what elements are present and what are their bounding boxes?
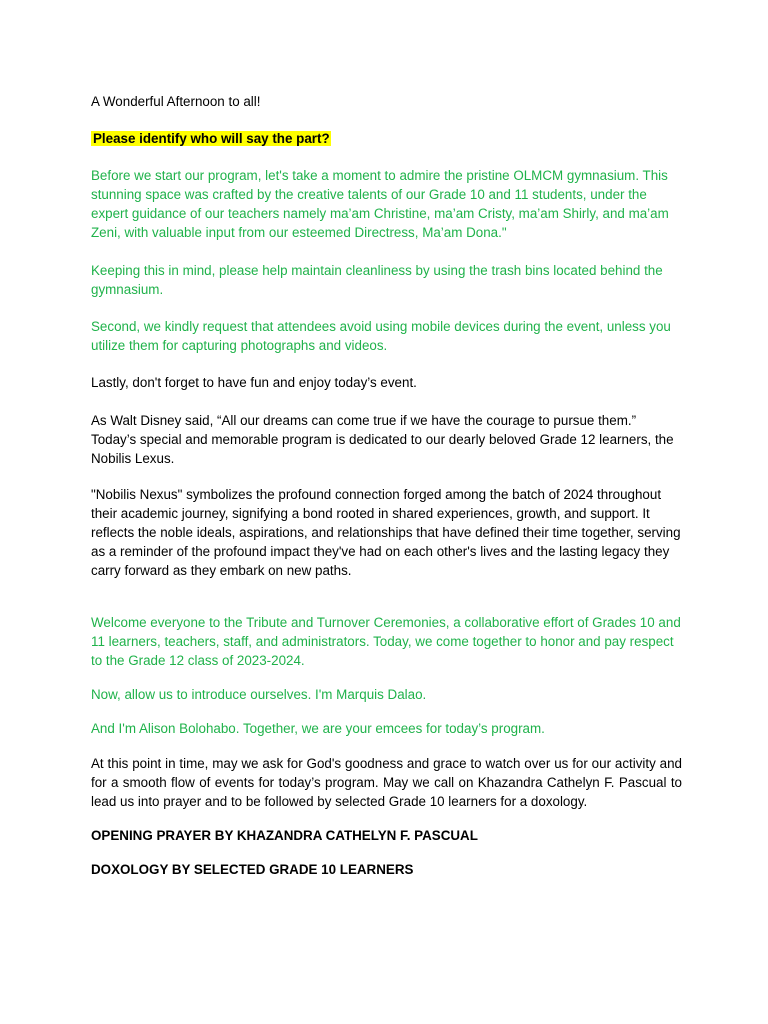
- paragraph-nobilis-nexus: "Nobilis Nexus" symbolizes the profound connection forged among the batch of 2024 throughout their academic journey, signifying a bond rooted in shared experiences, growth, and support. It reflects the noble ideals, aspirations, and relationships that have defined their time together, serving as a reminder of the profound impact they've had on each other's lives and the lasting legacy they carry forward as they embark on new paths.: [91, 487, 681, 578]
- paragraph-alison-intro: And I'm Alison Bolohabo. Together, we are your emcees for today’s program.: [91, 721, 545, 736]
- paragraph-devices: Second, we kindly request that attendees avoid using mobile devices during the event, unless you utilize them for capturing photographs and videos.: [91, 319, 671, 353]
- paragraph-cleanliness: Keeping this in mind, please help maintain cleanliness by using the trash bins located behind the gymnasium.: [91, 263, 663, 297]
- heading-opening-prayer: OPENING PRAYER BY KHAZANDRA CATHELYN F. PASCUAL: [91, 828, 478, 843]
- paragraph-disney-quote: As Walt Disney said, “All our dreams can come true if we have the courage to pursue them.” Today’s special and memorable program is dedicated to our dearly beloved Grade 12 learners, the Nobilis Lexus.: [91, 413, 674, 466]
- greeting: A Wonderful Afternoon to all!: [91, 94, 261, 109]
- highlight-note-line: [91, 129, 682, 148]
- paragraph-gymnasium: Before we start our program, let's take a moment to admire the pristine OLMCM gymnasium. This stunning space was crafted by the creative talents of our Grade 10 and 11 students, under the expert guidance of our teachers namely ma’am Christine, ma’am Cristy, ma’am Shirly, and ma’am Zeni, with valuable input from our esteemed Directress, Ma’am Dona.": [91, 168, 669, 240]
- paragraph-prayer-intro: At this point in time, may we ask for God's goodness and grace to watch over us for our activity and for a smooth flow of events for today’s program. May we call on Khazandra Cathelyn F. Pascual to lead us into prayer and to be followed by selected Grade 10 learners for a doxology.: [91, 756, 682, 809]
- heading-doxology: DOXOLOGY BY SELECTED GRADE 10 LEARNERS: [91, 862, 414, 877]
- paragraph-fun: Lastly, don't forget to have fun and enjoy today’s event.: [91, 375, 417, 390]
- paragraph-marquis-intro: Now, allow us to introduce ourselves. I'm Marquis Dalao.: [91, 687, 427, 702]
- highlight-note: Please identify who will say the part?: [93, 131, 330, 146]
- paragraph-welcome: Welcome everyone to the Tribute and Turnover Ceremonies, a collaborative effort of Grades 10 and 11 learners, teachers, staff, and administrators. Today, we come together to honor and pay respect to the Grade 12 class of 2023-2024.: [91, 615, 681, 668]
